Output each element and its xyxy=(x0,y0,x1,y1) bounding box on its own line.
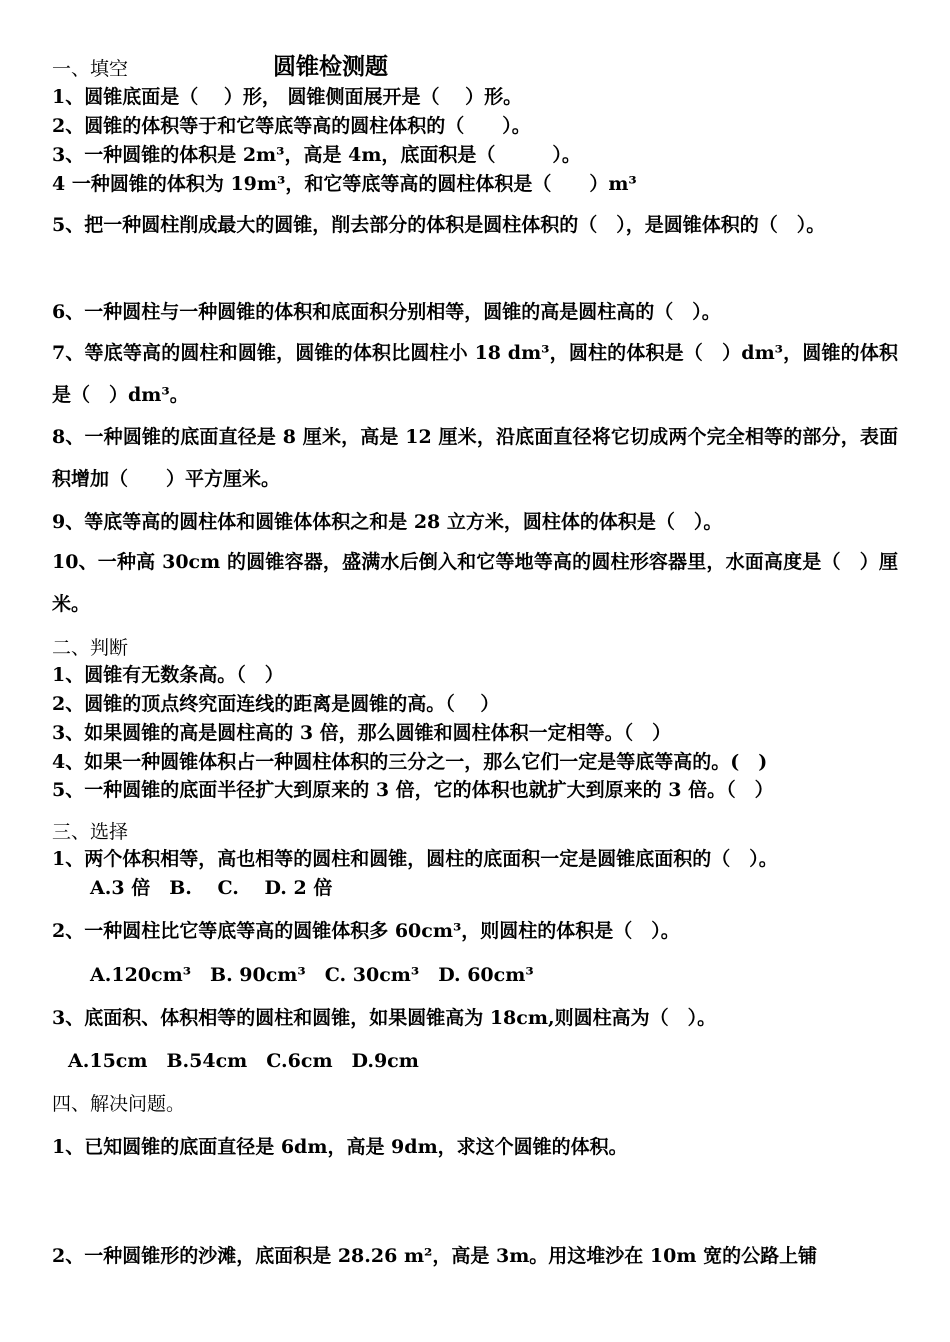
fill-question-7: 7、等底等高的圆柱和圆锥，圆锥的体积比圆柱小 18 dm³，圆柱的体积是（ ）dm³，圆锥的体积是（ ）dm³。 xyxy=(52,342,898,406)
fill-question-9: 9、等底等高的圆柱体和圆锥体体积之和是 28 立方米，圆柱体的体积是（ ）。 xyxy=(52,511,723,533)
fill-question-10: 10、一种高 30cm 的圆锥容器，盛满水后倒入和它等地等高的圆柱形容器里，水面高度是（ ）厘米。 xyxy=(52,551,898,615)
choice-question-1: 1、两个体积相等，高也相等的圆柱和圆锥，圆柱的底面积一定是圆锥底面积的（ ）。 xyxy=(52,848,778,870)
judge-question-3: 3、如果圆锥的高是圆柱高的 3 倍，那么圆锥和圆柱体积一定相等。（ ） xyxy=(52,722,672,744)
fill-question-3: 3、一种圆锥的体积是 2m³，高是 4m，底面积是（ ）。 xyxy=(52,144,581,166)
fill-question-8: 8、一种圆锥的底面直径是 8 厘米，高是 12 厘米，沿底面直径将它切成两个完全相等的部分，表面积增加（ ）平方厘米。 xyxy=(52,426,898,490)
choice-question-2-options: A.120cm³ B. 90cm³ C. 30cm³ D. 60cm³ xyxy=(90,964,534,986)
fill-question-5: 5、把一种圆柱削成最大的圆锥，削去部分的体积是圆柱体积的（ ），是圆锥体积的（ ）。 xyxy=(52,214,826,236)
solve-question-1: 1、已知圆锥的底面直径是 6dm，高是 9dm，求这个圆锥的体积。 xyxy=(52,1136,628,1158)
choice-question-3: 3、底面积、体积相等的圆柱和圆锥，如果圆锥高为 18cm,则圆柱高为（ ）。 xyxy=(52,1007,717,1029)
page-title: 圆锥检测题 xyxy=(273,53,388,80)
fill-question-6: 6、一种圆柱与一种圆锥的体积和底面积分别相等，圆锥的高是圆柱高的（ ）。 xyxy=(52,301,721,323)
section-heading-choice: 三、选择 xyxy=(52,821,129,843)
choice-question-3-options: A.15cm B.54cm C.6cm D.9cm xyxy=(68,1050,419,1072)
fill-question-2: 2、圆锥的体积等于和它等底等高的圆柱体积的（ ）。 xyxy=(52,115,531,137)
solve-question-2: 2、一种圆锥形的沙滩，底面积是 28.26 m²，高是 3m。用这堆沙在 10m 宽的公路上铺 xyxy=(52,1245,818,1267)
fill-question-4: 4 一种圆锥的体积为 19m³，和它等底等高的圆柱体积是（ ）m³ xyxy=(52,173,637,195)
judge-question-5: 5、一种圆锥的底面半径扩大到原来的 3 倍，它的体积也就扩大到原来的 3 倍。（ ） xyxy=(52,779,774,801)
judge-question-4: 4、如果一种圆锥体积占一种圆柱体积的三分之一，那么它们一定是等底等高的。( ) xyxy=(52,751,768,773)
choice-question-1-options: A.3 倍 B. C. D. 2 倍 xyxy=(90,877,333,899)
judge-question-2: 2、圆锥的顶点终究面连线的距离是圆锥的高。（ ） xyxy=(52,693,500,715)
choice-question-2: 2、一种圆柱比它等底等高的圆锥体积多 60cm³，则圆柱的体积是（ ）。 xyxy=(52,920,680,942)
section-heading-judge: 二、判断 xyxy=(52,637,129,659)
judge-question-1: 1、圆锥有无数条高。（ ） xyxy=(52,664,284,686)
fill-question-1: 1、圆锥底面是（ ）形， 圆锥侧面展开是（ ）形。 xyxy=(52,86,523,108)
section-heading-solve: 四、解决问题。 xyxy=(52,1093,186,1115)
section-heading-fill: 一、填空 xyxy=(52,58,129,80)
